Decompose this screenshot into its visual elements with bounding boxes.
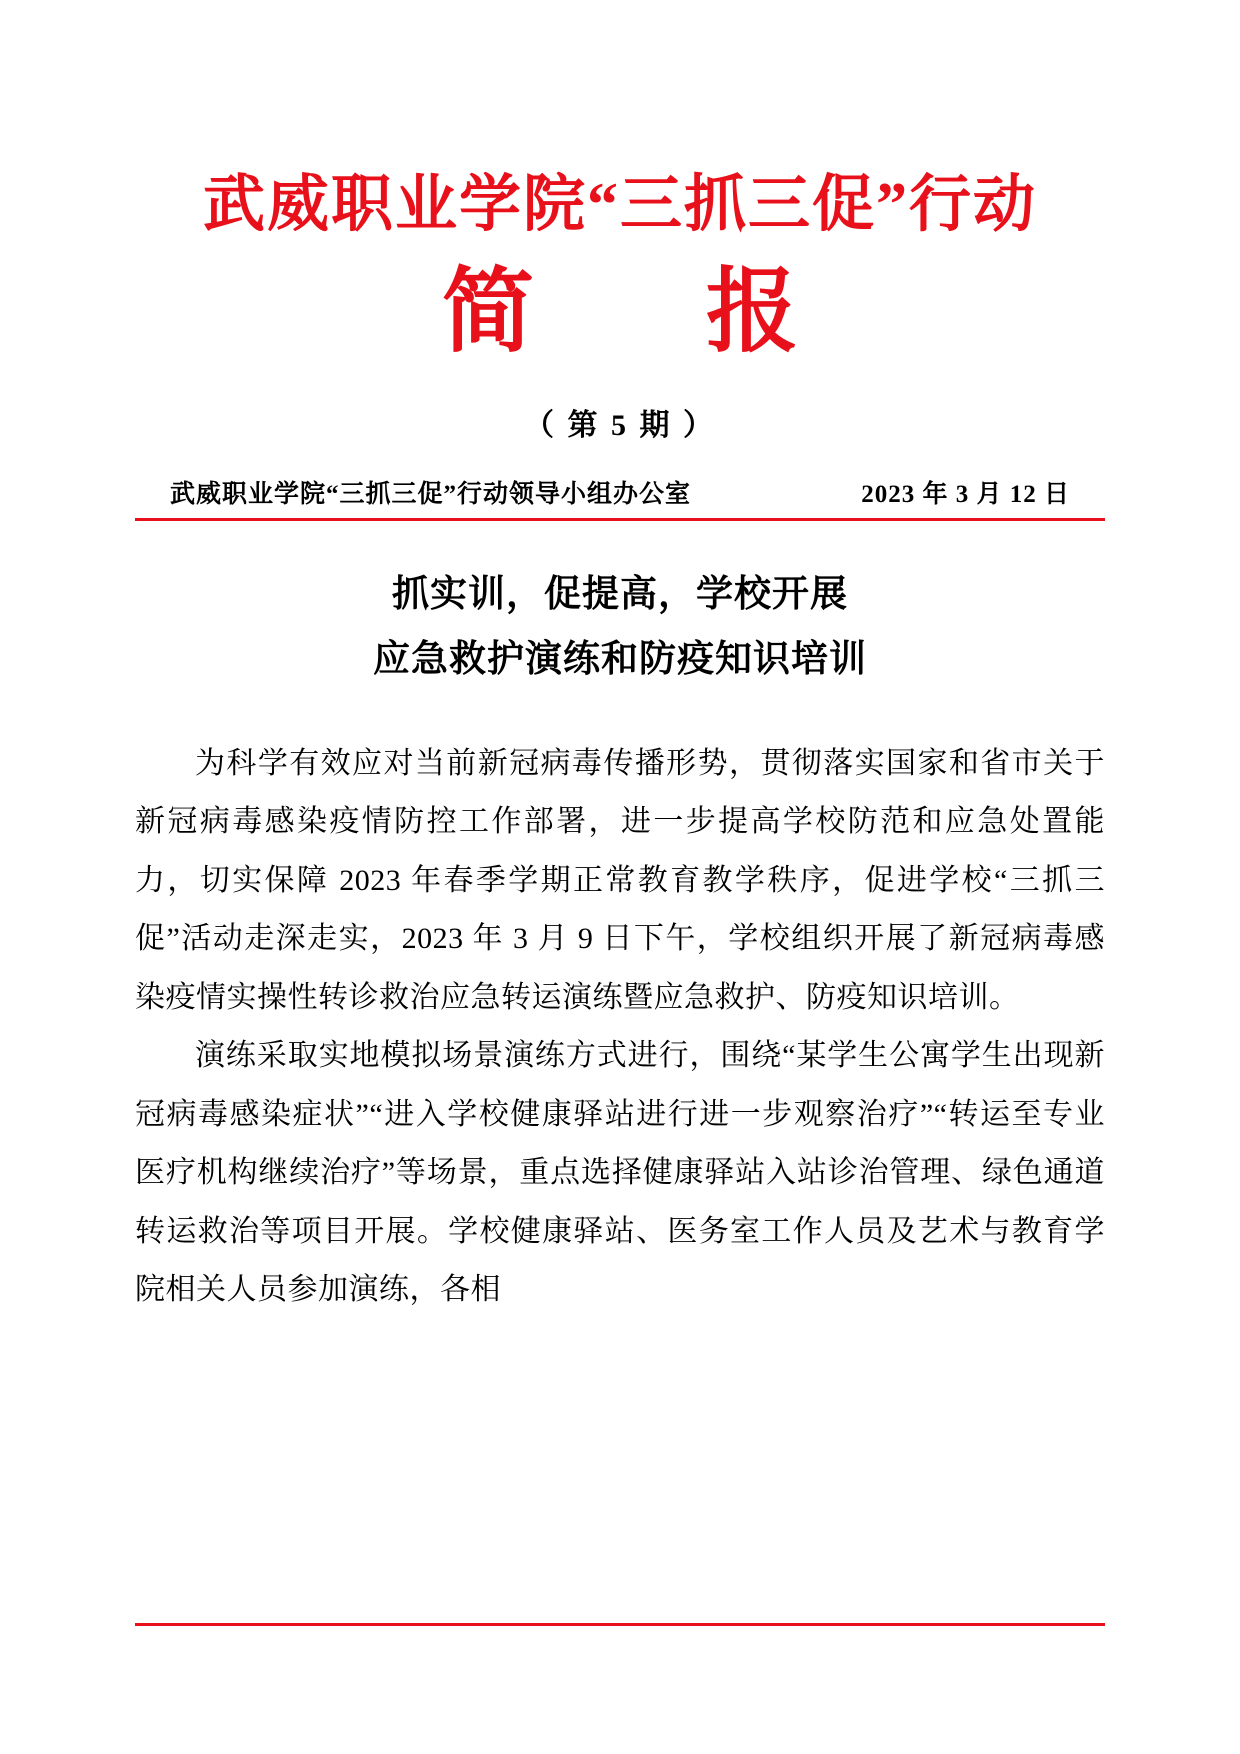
issue-number: （ 第 5 期 ） <box>524 409 716 443</box>
article-title <box>135 563 1105 693</box>
article-title-line2: 应急救护演练和防疫知识培训 <box>373 639 867 681</box>
masthead <box>135 170 1105 370</box>
publication-date: 2023 年 3 月 12 日 <box>861 481 1070 509</box>
masthead-title-line2: 简 报 <box>441 261 838 364</box>
article-paragraph-1: 为科学有效应对当前新冠病毒传播形势，贯彻落实国家和省市关于新冠病毒感染疫情防控工作部署，进一步提高学校防范和应急处置能力，切实保障 2023 年春季学期正常教育教学秩序，促进学校“三抓三促”活动走深走实，2023 年 3 月 9 日下午，学校组织开展了新冠病毒感染疫情实操性转诊救治应急转运演练暨应急救护、防疫知识培训。 <box>135 746 1105 1014</box>
masthead-divider <box>135 518 1105 521</box>
footer-divider <box>135 1623 1105 1626</box>
masthead-meta-row <box>135 474 1105 518</box>
article-body <box>135 735 1105 1320</box>
article-title-line1: 抓实训，促提高，学校开展 <box>392 574 848 616</box>
masthead-title-line1: 武威职业学院“三抓三促”行动 <box>202 171 1037 239</box>
article-paragraph-2: 演练采取实地模拟场景演练方式进行，围绕“某学生公寓学生出现新冠病毒感染症状”“进入学校健康驿站进行进一步观察治疗”“转运至专业医疗机构继续治疗”等场景，重点选择健康驿站入站诊治管理、绿色通道转运救治等项目开展。学校健康驿站、医务室工作人员及艺术与教育学院相关人员参加演练，各相 <box>135 1039 1105 1307</box>
issuing-office: 武威职业学院“三抓三促”行动领导小组办公室 <box>170 481 692 509</box>
